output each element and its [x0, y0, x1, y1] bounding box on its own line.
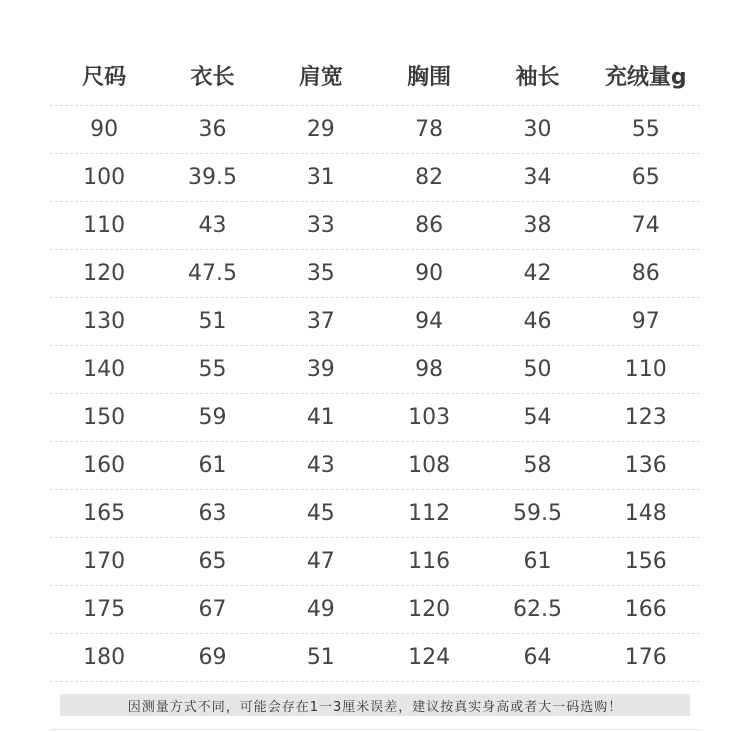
table-row — [50, 394, 700, 442]
cell-sleeve: 30 — [523, 117, 552, 142]
cell-chest: 90 — [415, 261, 444, 286]
cell-chest: 120 — [408, 597, 451, 622]
cell-down-fill: 176 — [624, 645, 667, 670]
cell-shoulder: 35 — [306, 261, 335, 286]
cell-shoulder: 39 — [306, 357, 335, 382]
table-row — [50, 346, 700, 394]
cell-length: 59 — [198, 405, 227, 430]
cell-down-fill: 97 — [631, 309, 660, 334]
cell-sleeve: 42 — [523, 261, 552, 286]
measurement-note-bar — [60, 694, 690, 716]
cell-chest: 112 — [408, 501, 451, 526]
cell-length: 69 — [198, 645, 227, 670]
cell-chest: 116 — [408, 549, 451, 574]
header-shoulder: 肩宽 — [298, 65, 343, 90]
cell-down-fill: 86 — [631, 261, 660, 286]
size-chart-table — [50, 46, 700, 682]
cell-length: 61 — [198, 453, 227, 478]
cell-down-fill: 110 — [624, 357, 667, 382]
table-row — [50, 250, 700, 298]
cell-down-fill: 55 — [631, 117, 660, 142]
cell-shoulder: 51 — [306, 645, 335, 670]
cell-chest: 124 — [408, 645, 451, 670]
cell-size: 165 — [83, 501, 126, 526]
cell-shoulder: 45 — [306, 501, 335, 526]
cell-sleeve: 62.5 — [512, 597, 562, 622]
cell-sleeve: 61 — [523, 549, 552, 574]
cell-size: 90 — [90, 117, 119, 142]
cell-sleeve: 64 — [523, 645, 552, 670]
table-row — [50, 586, 700, 634]
cell-sleeve: 59.5 — [512, 501, 562, 526]
header-size: 尺码 — [82, 65, 127, 90]
cell-length: 51 — [198, 309, 227, 334]
cell-sleeve: 54 — [523, 405, 552, 430]
cell-sleeve: 58 — [523, 453, 552, 478]
cell-size: 175 — [83, 597, 126, 622]
header-length: 衣长 — [190, 65, 235, 90]
header-down-fill: 充绒量g — [604, 65, 687, 90]
table-row — [50, 154, 700, 202]
table-row — [50, 202, 700, 250]
header-sleeve: 袖长 — [515, 65, 560, 90]
cell-size: 130 — [83, 309, 126, 334]
cell-down-fill: 136 — [624, 453, 667, 478]
cell-length: 36 — [198, 117, 227, 142]
cell-down-fill: 166 — [624, 597, 667, 622]
cell-shoulder: 47 — [306, 549, 335, 574]
cell-chest: 103 — [408, 405, 451, 430]
cell-sleeve: 38 — [523, 213, 552, 238]
table-row — [50, 442, 700, 490]
cell-shoulder: 33 — [306, 213, 335, 238]
cell-length: 43 — [198, 213, 227, 238]
cell-length: 39.5 — [188, 165, 237, 190]
measurement-note-text: 因测量方式不同，可能会存在1一3厘米误差，建议按真实身高或者大一码选购！ — [127, 699, 623, 715]
cell-shoulder: 41 — [306, 405, 335, 430]
cell-down-fill: 123 — [624, 405, 667, 430]
cell-length: 67 — [198, 597, 227, 622]
table-row — [50, 298, 700, 346]
cell-shoulder: 29 — [306, 117, 335, 142]
bottom-divider — [50, 729, 700, 730]
cell-chest: 94 — [415, 309, 444, 334]
cell-down-fill: 74 — [631, 213, 660, 238]
cell-size: 110 — [83, 213, 126, 238]
cell-length: 65 — [198, 549, 227, 574]
cell-size: 160 — [83, 453, 126, 478]
cell-length: 63 — [198, 501, 227, 526]
cell-size: 180 — [83, 645, 126, 670]
cell-down-fill: 156 — [624, 549, 667, 574]
cell-size: 140 — [83, 357, 126, 382]
cell-chest: 78 — [415, 117, 444, 142]
cell-sleeve: 46 — [523, 309, 552, 334]
cell-shoulder: 31 — [306, 165, 335, 190]
cell-sleeve: 50 — [523, 357, 552, 382]
cell-chest: 98 — [415, 357, 444, 382]
cell-size: 120 — [83, 261, 126, 286]
table-row — [50, 106, 700, 154]
table-row — [50, 634, 700, 682]
cell-down-fill: 148 — [624, 501, 667, 526]
cell-length: 47.5 — [188, 261, 237, 286]
table-header-row — [50, 46, 700, 106]
cell-size: 150 — [83, 405, 126, 430]
cell-chest: 82 — [415, 165, 444, 190]
cell-down-fill: 65 — [631, 165, 660, 190]
cell-length: 55 — [198, 357, 227, 382]
table-row — [50, 538, 700, 586]
cell-shoulder: 43 — [306, 453, 335, 478]
cell-sleeve: 34 — [523, 165, 552, 190]
cell-chest: 86 — [415, 213, 444, 238]
cell-chest: 108 — [408, 453, 451, 478]
cell-shoulder: 37 — [306, 309, 335, 334]
cell-size: 170 — [83, 549, 126, 574]
cell-size: 100 — [83, 165, 126, 190]
table-row — [50, 490, 700, 538]
header-chest: 胸围 — [407, 65, 452, 90]
cell-shoulder: 49 — [306, 597, 335, 622]
